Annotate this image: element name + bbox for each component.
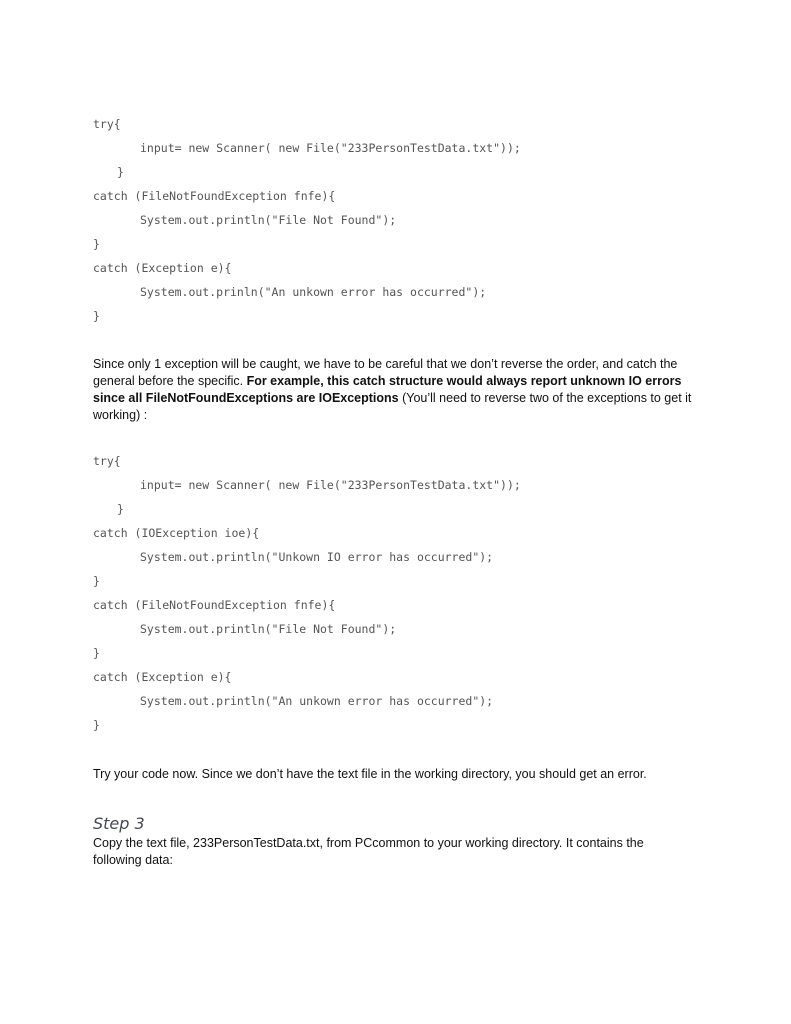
code-line: } — [93, 718, 100, 732]
code-line: } — [93, 237, 100, 251]
code-line: } — [117, 502, 124, 516]
step-heading: Step 3 — [93, 814, 145, 833]
paragraph-emphasis: For example, this catch structure would always report unknown IO errors since all FileNotFoundExceptions are IOExceptions — [93, 374, 682, 405]
code-line: System.out.println("File Not Found"); — [140, 622, 397, 636]
code-line: catch (FileNotFoundException fnfe){ — [93, 189, 336, 203]
code-line: catch (IOException ioe){ — [93, 526, 260, 540]
code-line: try{ — [93, 117, 121, 131]
code-line: System.out.println("Unkown IO error has occurred"); — [140, 550, 494, 564]
code-line: input= new Scanner( new File("233PersonTestData.txt")); — [140, 141, 521, 155]
explanation-paragraph — [93, 356, 703, 424]
code-line: } — [117, 165, 124, 179]
code-line: System.out.println("File Not Found"); — [140, 213, 397, 227]
step-paragraph: Copy the text file, 233PersonTestData.txt, from PCcommon to your working directory. It contains the following data: — [93, 836, 644, 867]
code-line: catch (Exception e){ — [93, 670, 232, 684]
code-line: System.out.prinln("An unkown error has occurred"); — [140, 285, 487, 299]
paragraph-text: Since only 1 exception will be caught, we have to be careful that we don’t reverse the order, and catch the general before the specific. — [93, 357, 678, 388]
code-line: System.out.println("An unkown error has occurred"); — [140, 694, 494, 708]
paragraph-text: (You’ll need to reverse two of the exceptions to get it working) : — [93, 391, 692, 422]
instruction-paragraph: Try your code now. Since we don’t have the text file in the working directory, you should get an error. — [93, 767, 647, 781]
code-line: } — [93, 574, 100, 588]
code-line: input= new Scanner( new File("233PersonTestData.txt")); — [140, 478, 521, 492]
code-line: try{ — [93, 454, 121, 468]
code-line: } — [93, 646, 100, 660]
code-line: } — [93, 309, 100, 323]
code-line: catch (Exception e){ — [93, 261, 232, 275]
code-line: catch (FileNotFoundException fnfe){ — [93, 598, 336, 612]
